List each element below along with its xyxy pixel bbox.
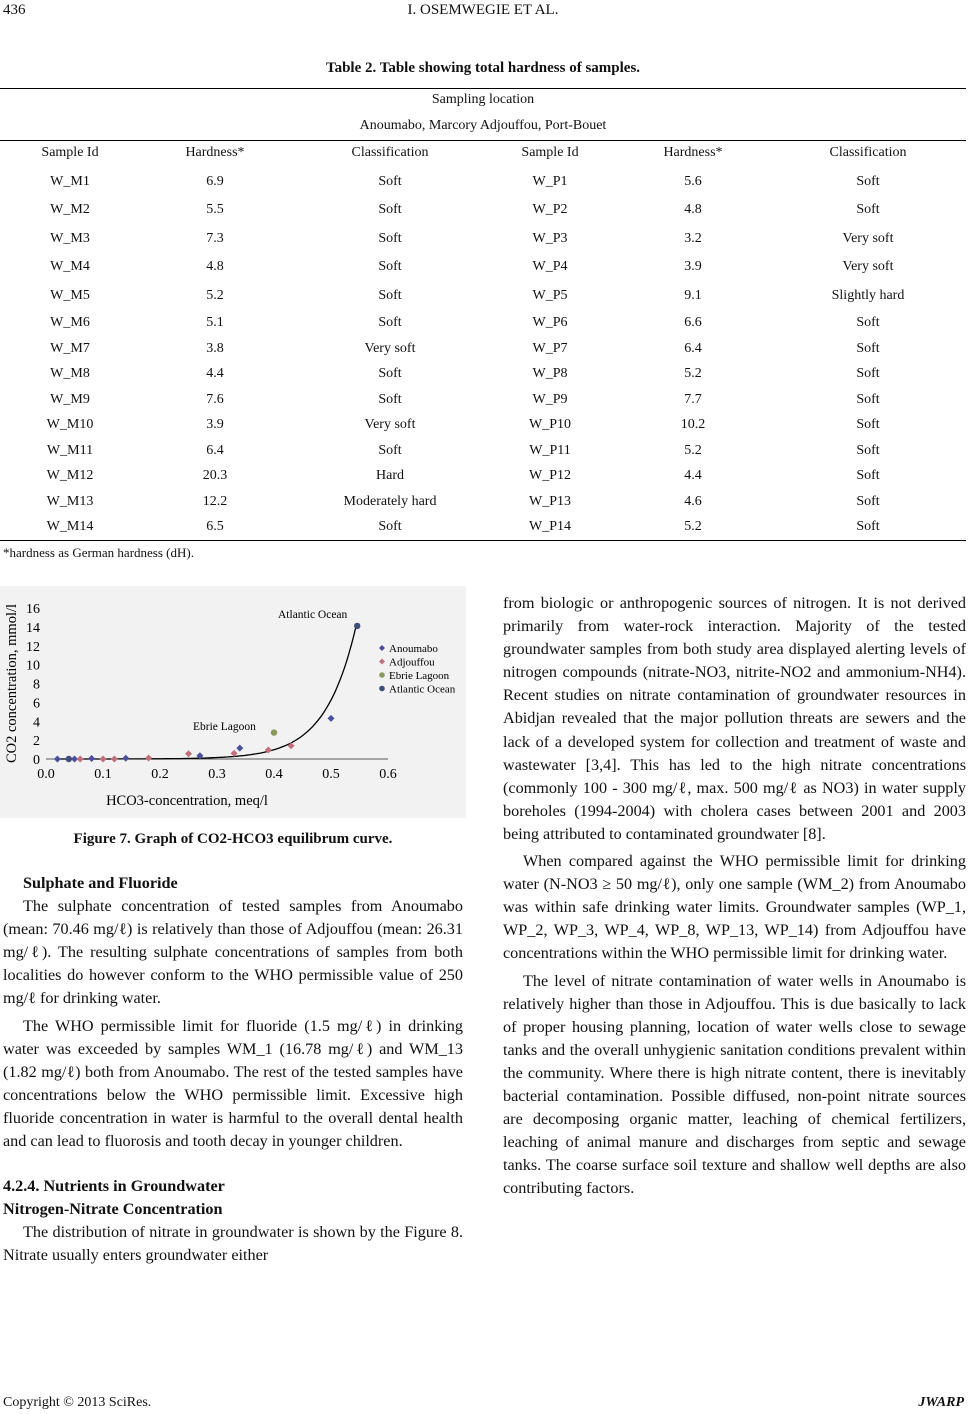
table-cell: 4.4 — [206, 366, 224, 381]
table-cell: Soft — [378, 366, 402, 381]
x-tick-label: 0.5 — [322, 767, 340, 782]
table-bottom-rule — [0, 540, 966, 541]
paragraph: The WHO permissible limit for fluoride (1.5 mg/ℓ) in drinking water was exceeded by samples WM_1 (16.78 mg/ℓ) and WM_13 (1.82 mg/ℓ) both from Anoumabo. The rest of the tested samples have concentrations below the WHO permissible limit. Excessive high fluoride concentration in water is harmful to the overall dental health and can lead to fluorosis and tooth decay in younger children. — [3, 1016, 463, 1151]
table-cell: 5.2 — [684, 366, 702, 381]
table-cell: Very soft — [842, 231, 894, 246]
footer-journal: JWARP — [918, 1395, 964, 1410]
table-cell: 3.8 — [206, 341, 224, 356]
col-header: Sample Id — [41, 145, 99, 160]
table-cell: Soft — [378, 174, 402, 189]
col-header: Classification — [351, 145, 429, 160]
table-cell: 3.9 — [684, 259, 702, 274]
data-point-atlantic-ocean — [354, 623, 360, 629]
legend-marker — [379, 686, 385, 692]
table-caption: Table 2. Table showing total hardness of samples. — [325, 60, 641, 76]
table-cell: W_M12 — [46, 468, 94, 483]
page-number: 436 — [3, 2, 26, 18]
legend-label: Adjouffou — [389, 656, 435, 669]
table-cell: Soft — [856, 417, 880, 432]
table-cell: W_M2 — [50, 202, 90, 217]
table-cell: Very soft — [842, 259, 894, 274]
table-cell: W_P5 — [532, 288, 568, 303]
table-cell: 5.6 — [684, 174, 702, 189]
table-cell: Very soft — [364, 341, 416, 356]
data-point-anoumabo — [88, 755, 95, 762]
table-cell: 5.2 — [206, 288, 224, 303]
table-cell: W_M5 — [50, 288, 90, 303]
data-point-atlantic-ocean — [66, 756, 72, 762]
table-cell: W_P3 — [532, 231, 568, 246]
table-cell: 4.8 — [684, 202, 702, 217]
table-cell: Soft — [378, 392, 402, 407]
table-cell: W_M10 — [46, 417, 94, 432]
table-cell: 10.2 — [680, 417, 706, 432]
y-tick-label: 2 — [33, 734, 40, 750]
table-cell: 4.4 — [684, 468, 702, 483]
table-cell: 5.2 — [684, 519, 702, 534]
y-tick-label: 8 — [33, 677, 40, 693]
subheading-nitrate: Nitrogen-Nitrate Concentration — [3, 1200, 223, 1219]
table-cell: 6.4 — [206, 443, 224, 458]
y-tick-label: 12 — [26, 639, 40, 655]
table-cell: W_P11 — [529, 443, 571, 458]
table-cell: W_P4 — [532, 259, 568, 274]
x-axis-label: HCO3-concentration, meq/l — [106, 793, 268, 809]
table-cell: W_P9 — [532, 392, 568, 407]
table-cell: Very soft — [364, 417, 416, 432]
table-cell: W_M7 — [50, 341, 90, 356]
table-cell: W_M3 — [50, 231, 90, 246]
table-cell: 4.6 — [684, 494, 702, 509]
y-tick-label: 10 — [26, 658, 40, 674]
paragraph: The distribution of nitrate in groundwater is shown by the Figure 8. Nitrate usually enters groundwater either — [3, 1223, 463, 1265]
table-cell: W_P7 — [532, 341, 568, 356]
paragraph: When compared against the WHO permissible limit for drinking water (N-NO3 ≥ 50 mg/ℓ), only one sample (WM_2) from Anoumabo was within safe drinking water limits. Groundwater samples (WP_1, WP_2, WP_3, WP_4, WP_8, WP_13, WP_14) from Adjouffou have concentrations within the WHO permissible limit for drinking water. — [503, 852, 966, 963]
annotation-atlantic-ocean: Atlantic Ocean — [278, 609, 348, 621]
table-cell: 7.7 — [684, 392, 702, 407]
table-cell: Soft — [378, 231, 402, 246]
table-cell: 20.3 — [202, 468, 228, 483]
table-cell: 7.3 — [206, 231, 224, 246]
table-cell: Soft — [856, 443, 880, 458]
x-tick-label: 0.0 — [37, 767, 55, 782]
table-footnote: *hardness as German hardness (dH). — [3, 545, 194, 560]
data-point-adjouffou — [145, 755, 152, 762]
x-tick-label: 0.2 — [151, 767, 169, 782]
table-cell: Soft — [378, 315, 402, 330]
legend-label: Atlantic Ocean — [389, 683, 456, 696]
table-cell: Moderately hard — [343, 494, 437, 509]
data-point-ebrie-lagoon — [271, 729, 277, 735]
y-tick-label: 0 — [33, 753, 40, 768]
table-cell: Soft — [856, 392, 880, 407]
legend-marker — [379, 659, 385, 665]
table-cell: Hard — [376, 468, 404, 483]
table-cell: W_P6 — [532, 315, 568, 330]
table-cell: Slightly hard — [831, 288, 905, 303]
table-top-rule — [0, 88, 966, 89]
table-cell: W_M13 — [46, 494, 94, 509]
paragraph: from biologic or anthropogenic sources of nitrogen. It is not derived primarily from water-rock interaction. Majority of the tested groundwater samples from both study area displayed alerting levels of nitrogen compounds (nitrate-NO3, nitrite-NO2 and ammonium-NH4). Recent studies on nitrate contamination of groundwater resources in Abidjan revealed that the major pollution threats are sewers and the lack of a developed system for collection and treatment of waste and wastewater [3,4]. This has led to the high nitrate concentrations (commonly 100 - 300 mg/ℓ, max. 500 mg/ℓ as NO3) in water supply boreholes (1994-2004) with cholera cases between 2001 and 2003 being attributed to contaminated groundwater [8]. — [503, 594, 966, 843]
table-cell: W_M6 — [50, 315, 90, 330]
table-cell: 3.2 — [684, 231, 702, 246]
x-tick-label: 0.3 — [208, 767, 226, 782]
paragraph: The sulphate concentration of tested samples from Anoumabo (mean: 70.46 mg/ℓ) is relatively than those of Adjouffou (mean: 26.31 mg/ℓ). The resulting sulphate concentrations of samples from both localities do however conform to the WHO permissible value of 250 mg/ℓ for drinking water. — [3, 897, 463, 1008]
equilibrium-curve — [57, 626, 356, 759]
x-tick-label: 0.6 — [379, 767, 397, 782]
table-cell: 7.6 — [206, 392, 224, 407]
table-cell: 4.8 — [206, 259, 224, 274]
table-cell: W_P8 — [532, 366, 568, 381]
table-cell: Soft — [856, 468, 880, 483]
legend-label: Ebrie Lagoon — [389, 670, 450, 682]
table-cell: W_P2 — [532, 202, 568, 217]
table-cell: Soft — [856, 315, 880, 330]
table-cell: W_P12 — [529, 468, 571, 483]
table-cell: 6.5 — [206, 519, 224, 534]
data-point-anoumabo — [236, 745, 243, 752]
table-cell: Soft — [856, 366, 880, 381]
table-locations: Anoumabo, Marcory Adjouffou, Port-Bouet — [359, 118, 607, 133]
table-cell: Soft — [856, 494, 880, 509]
table-cell: Soft — [856, 519, 880, 534]
y-tick-label: 16 — [26, 602, 40, 617]
table-cell: Soft — [378, 519, 402, 534]
footer-copyright: Copyright © 2013 SciRes. — [3, 1395, 152, 1410]
table-cell: W_P14 — [529, 519, 571, 534]
right-column — [503, 592, 966, 1200]
paragraph: The level of nitrate contamination of water wells in Anoumabo is relatively higher than those in Adjouffou. This is due basically to lack of proper housing planning, location of water wells close to sewage tanks and the overall unhygienic sanitation conditions prevalent within the community. Where there is high nitrate content, there is inevitably bacterial contamination. Possible diffused, non-point nitrate sources are decomposing organic matter, leaching of chemical fertilizers, leaching of animal manure and discharges from septic and sewage tanks. The coarse surface soil texture and shallow well depths are also contributing factors. — [503, 971, 966, 1198]
table-cell: Soft — [378, 202, 402, 217]
left-column — [3, 872, 463, 1268]
y-tick-label: 6 — [33, 696, 40, 712]
section-heading-sulphate: Sulphate and Fluoride — [23, 874, 178, 892]
x-tick-label: 0.1 — [94, 767, 112, 782]
data-point-adjouffou — [100, 756, 107, 763]
chart-area — [0, 586, 466, 818]
table-cell: Soft — [856, 341, 880, 356]
col-header: Classification — [829, 145, 907, 160]
data-point-adjouffou — [185, 750, 192, 757]
co2-hco3-chart — [0, 586, 466, 818]
table-cell: W_M1 — [50, 174, 90, 189]
table-group-label: Sampling location — [431, 92, 535, 107]
table-cell: Soft — [378, 288, 402, 303]
data-point-adjouffou — [111, 756, 118, 763]
table-cell: Soft — [378, 259, 402, 274]
table-cell: 5.1 — [206, 315, 224, 330]
table-cell: W_P10 — [529, 417, 571, 432]
legend-marker — [379, 672, 385, 678]
y-tick-label: 14 — [26, 620, 40, 636]
col-header: Hardness* — [663, 145, 723, 160]
table-cell: 3.9 — [206, 417, 224, 432]
table-cell: W_P1 — [532, 174, 568, 189]
col-header: Hardness* — [185, 145, 245, 160]
table-cell: 6.6 — [684, 315, 702, 330]
table-cell: W_M8 — [50, 366, 90, 381]
table-cell: W_M4 — [50, 259, 90, 274]
y-axis-label: CO2 concentration, mmol/l — [4, 603, 20, 764]
figure-caption: Figure 7. Graph of CO2-HCO3 equilibrum curve. — [73, 831, 393, 847]
table-cell: Soft — [378, 443, 402, 458]
data-point-adjouffou — [77, 756, 84, 763]
annotation-ebrie-lagoon: Ebrie Lagoon — [193, 721, 256, 733]
table-cell: W_P13 — [529, 494, 571, 509]
table-cell: Soft — [856, 174, 880, 189]
table-cell: W_M9 — [50, 392, 90, 407]
data-point-anoumabo — [122, 755, 129, 762]
table-cell: 6.4 — [684, 341, 702, 356]
table-cell: 5.2 — [684, 443, 702, 458]
table-cell: 5.5 — [206, 202, 224, 217]
table-header-rule — [0, 140, 966, 141]
section-heading-nutrients: 4.2.4. Nutrients in Groundwater — [3, 1177, 225, 1196]
table-cell: 9.1 — [684, 288, 702, 303]
data-point-anoumabo — [54, 756, 61, 763]
legend-marker — [379, 645, 385, 651]
data-point-anoumabo — [328, 715, 335, 722]
table-cell: 6.9 — [206, 174, 224, 189]
x-tick-label: 0.4 — [265, 767, 283, 782]
data-point-adjouffou — [288, 742, 295, 749]
table-cell: Soft — [856, 202, 880, 217]
legend-label: Anoumabo — [389, 643, 438, 655]
table-cell: W_M11 — [46, 443, 94, 458]
table-cell: 12.2 — [202, 494, 228, 509]
col-header: Sample Id — [521, 145, 579, 160]
y-tick-label: 4 — [33, 715, 40, 731]
running-title: I. OSEMWEGIE ET AL. — [407, 2, 559, 18]
table-cell: W_M14 — [46, 519, 94, 534]
